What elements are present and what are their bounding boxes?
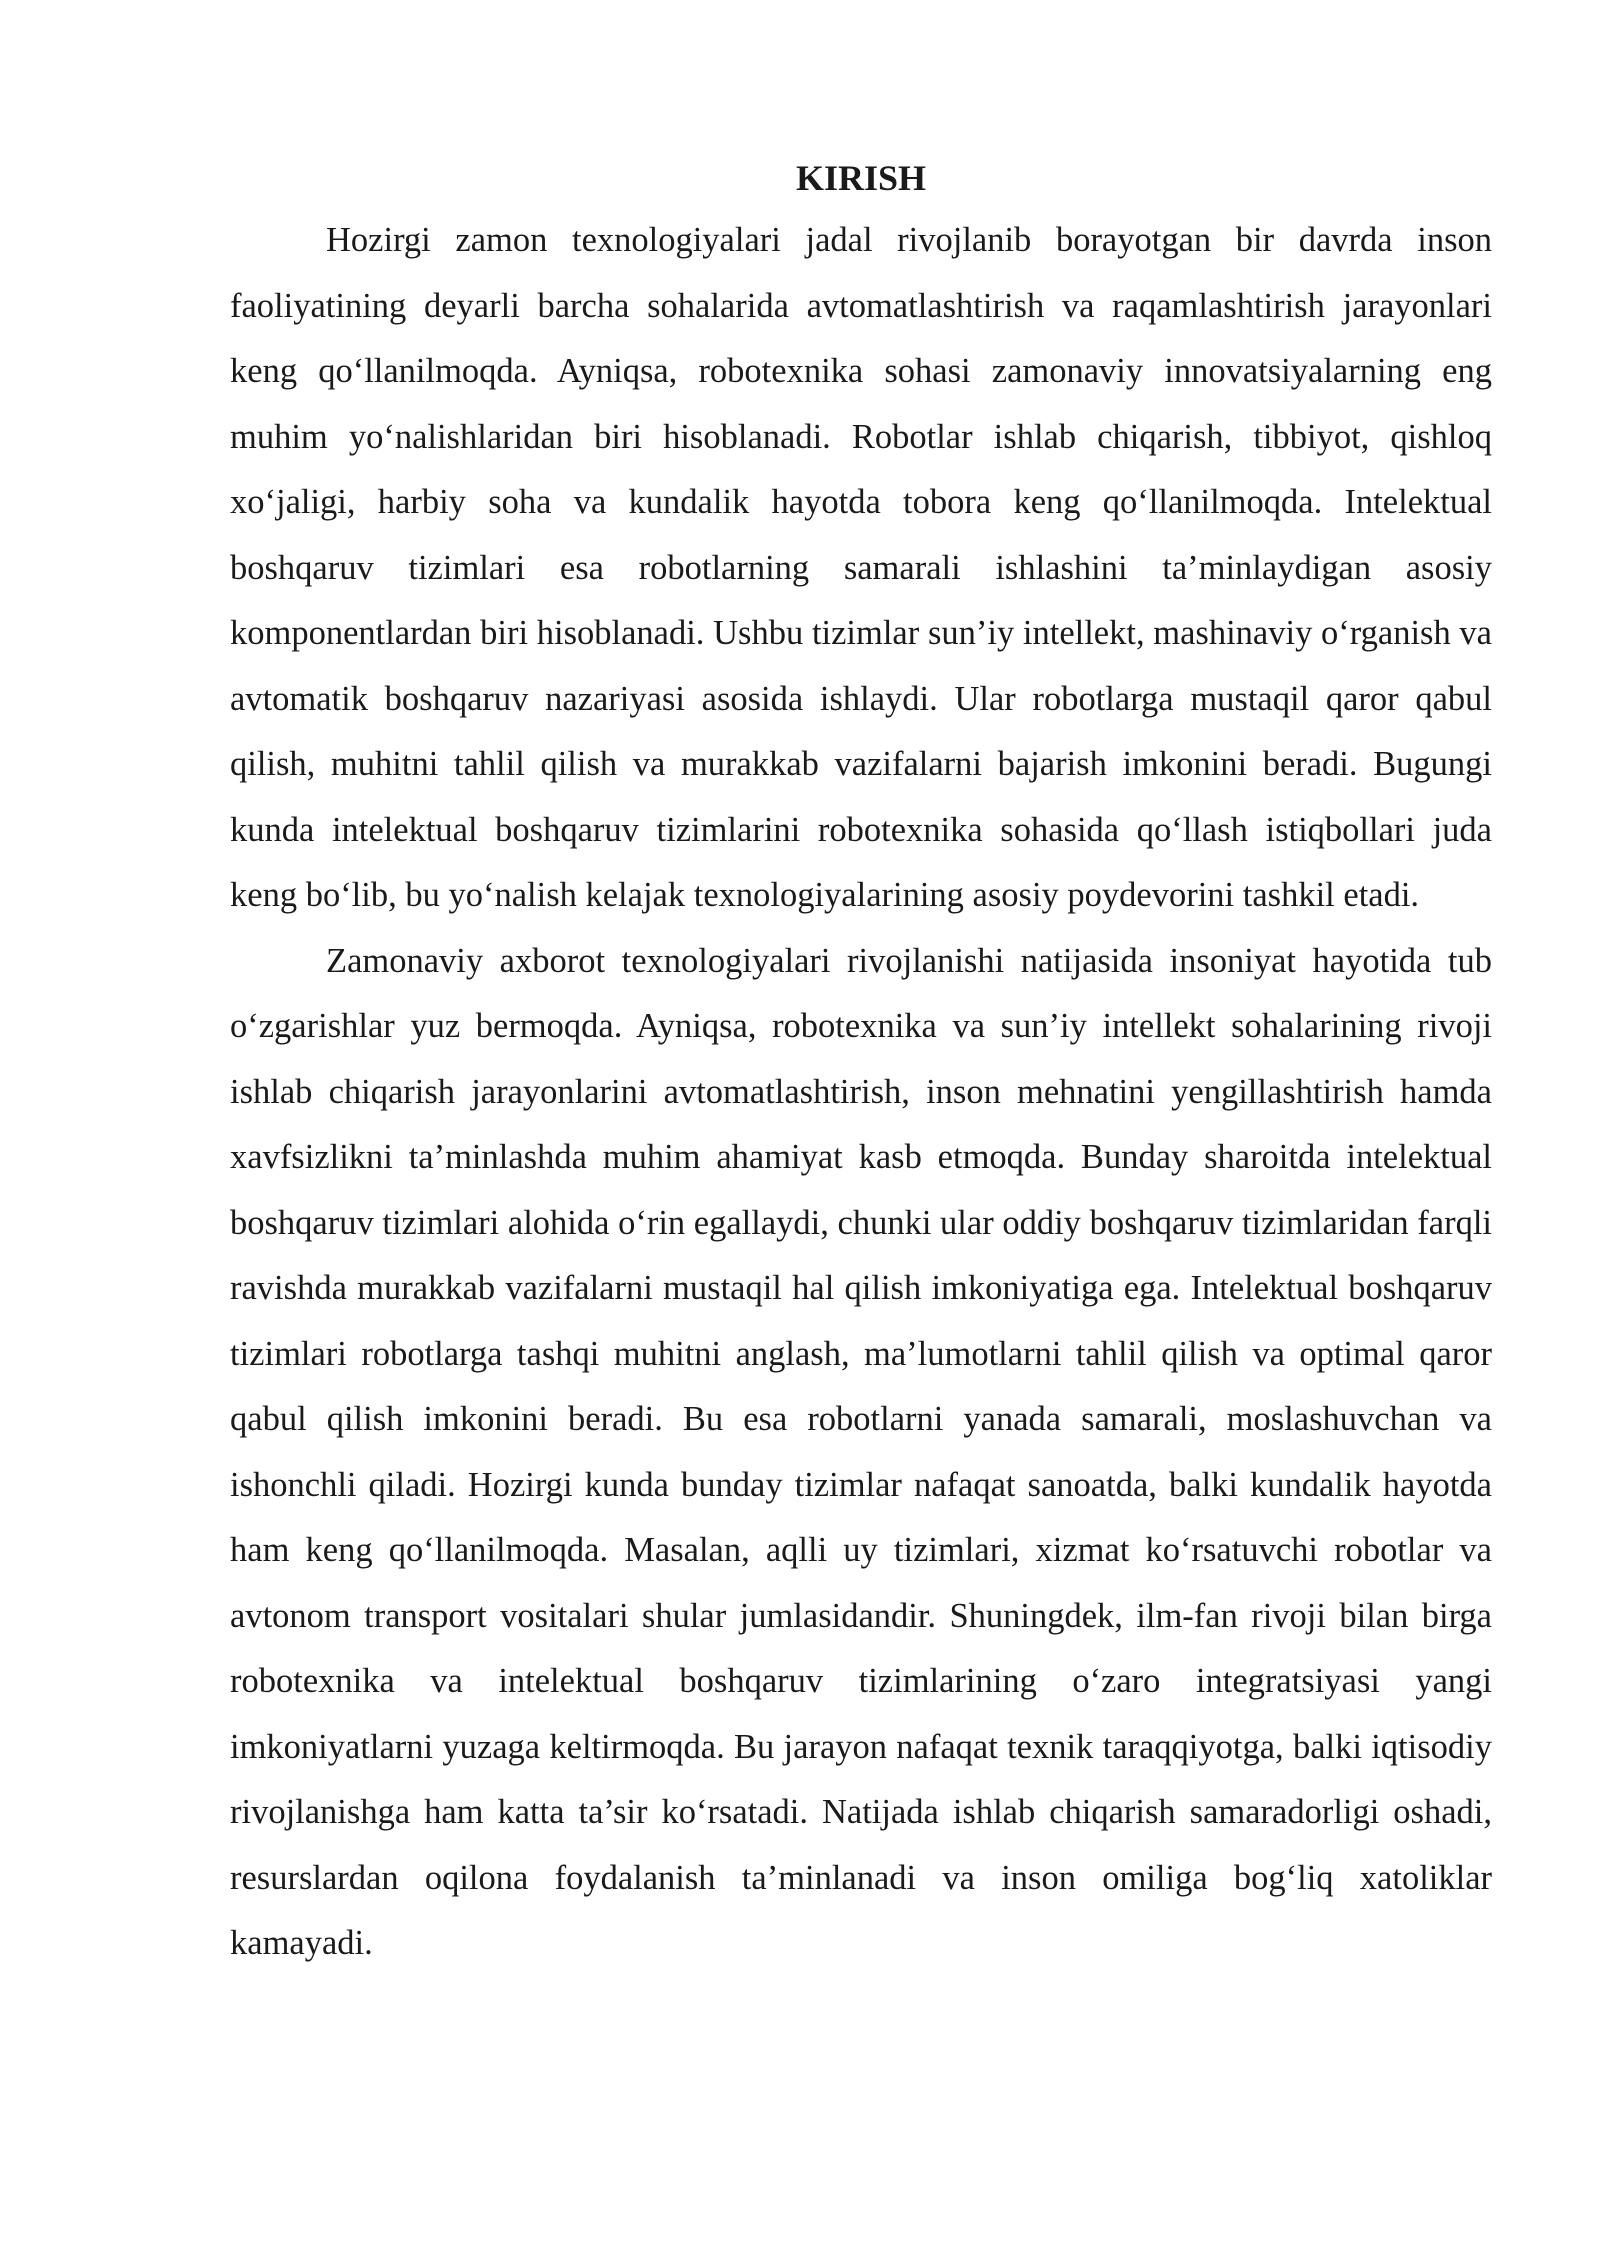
page-title: KIRISH — [795, 158, 927, 198]
document-body — [230, 148, 1492, 1977]
paragraph-1: Hozirgi zamon texnologiyalari jadal rivojlanib borayotgan bir davrda inson faoliyatining deyarli barcha sohalarida avtomatlashtirish va raqamlashtirish jarayonlari keng qo‘llanilmoqda. Ayniqsa, robotexnika sohasi zamonaviy innovatsiyalarning eng muhim yo‘nalishlaridan biri hisoblanadi. Robotlar ishlab chiqarish, tibbiyot, qishloq xo‘jaligi, harbiy soha va kundalik hayotda tobora keng qo‘llanilmoqda. Intelektual boshqaruv tizimlari esa robotlarning samarali ishlashini ta’minlaydigan asosiy komponentlardan biri hisoblanadi. Ushbu tizimlar sun’iy intellekt, mashinaviy o‘rganish va avtomatik boshqaruv nazariyasi asosida ishlaydi. Ular robotlarga mustaqil qaror qabul qilish, muhitni tahlil qilish va murakkab vazifalarni bajarish imkonini beradi. Bugungi kunda intelektual boshqaruv tizimlarini robotexnika sohasida qo‘llash istiqbollari juda keng bo‘lib, bu yo‘nalish kelajak texnologiyalarining asosiy poydevorini tashkil etadi. — [230, 221, 1492, 914]
paragraph-2: Zamonaviy axborot texnologiyalari rivojlanishi natijasida insoniyat hayotida tub o‘zgarishlar yuz bermoqda. Ayniqsa, robotexnika va sun’iy intellekt sohalarining rivoji ishlab chiqarish jarayonlarini avtomatlashtirish, inson mehnatini yengillashtirish hamda xavfsizlikni ta’minlashda muhim ahamiyat kasb etmoqda. Bunday sharoitda intelektual boshqaruv tizimlari alohida o‘rin egallaydi, chunki ular oddiy boshqaruv tizimlaridan farqli ravishda murakkab vazifalarni mustaqil hal qilish imkoniyatiga ega. Intelektual boshqaruv tizimlari robotlarga tashqi muhitni anglash, ma’lumotlarni tahlil qilish va optimal qaror qabul qilish imkonini beradi. Bu esa robotlarni yanada samarali, moslashuvchan va ishonchli qiladi. Hozirgi kunda bunday tizimlar nafaqat sanoatda, balki kundalik hayotda ham keng qo‘llanilmoqda. Masalan, aqlli uy tizimlari, xizmat ko‘rsatuvchi robotlar va avtonom transport vositalari shular jumlasidandir. Shuningdek, ilm-fan rivoji bilan birga robotexnika va intelektual boshqaruv tizimlarining o‘zaro integratsiyasi yangi imkoniyatlarni yuzaga keltirmoqda. Bu jarayon nafaqat texnik taraqqiyotga, balki iqtisodiy rivojlanishga ham katta ta’sir ko‘rsatadi. Natijada ishlab chiqarish samaradorligi oshadi, resurslardan oqilona foydalanish ta’minlanadi va inson omiliga bog‘liq xatoliklar kamayadi. — [230, 941, 1492, 1962]
